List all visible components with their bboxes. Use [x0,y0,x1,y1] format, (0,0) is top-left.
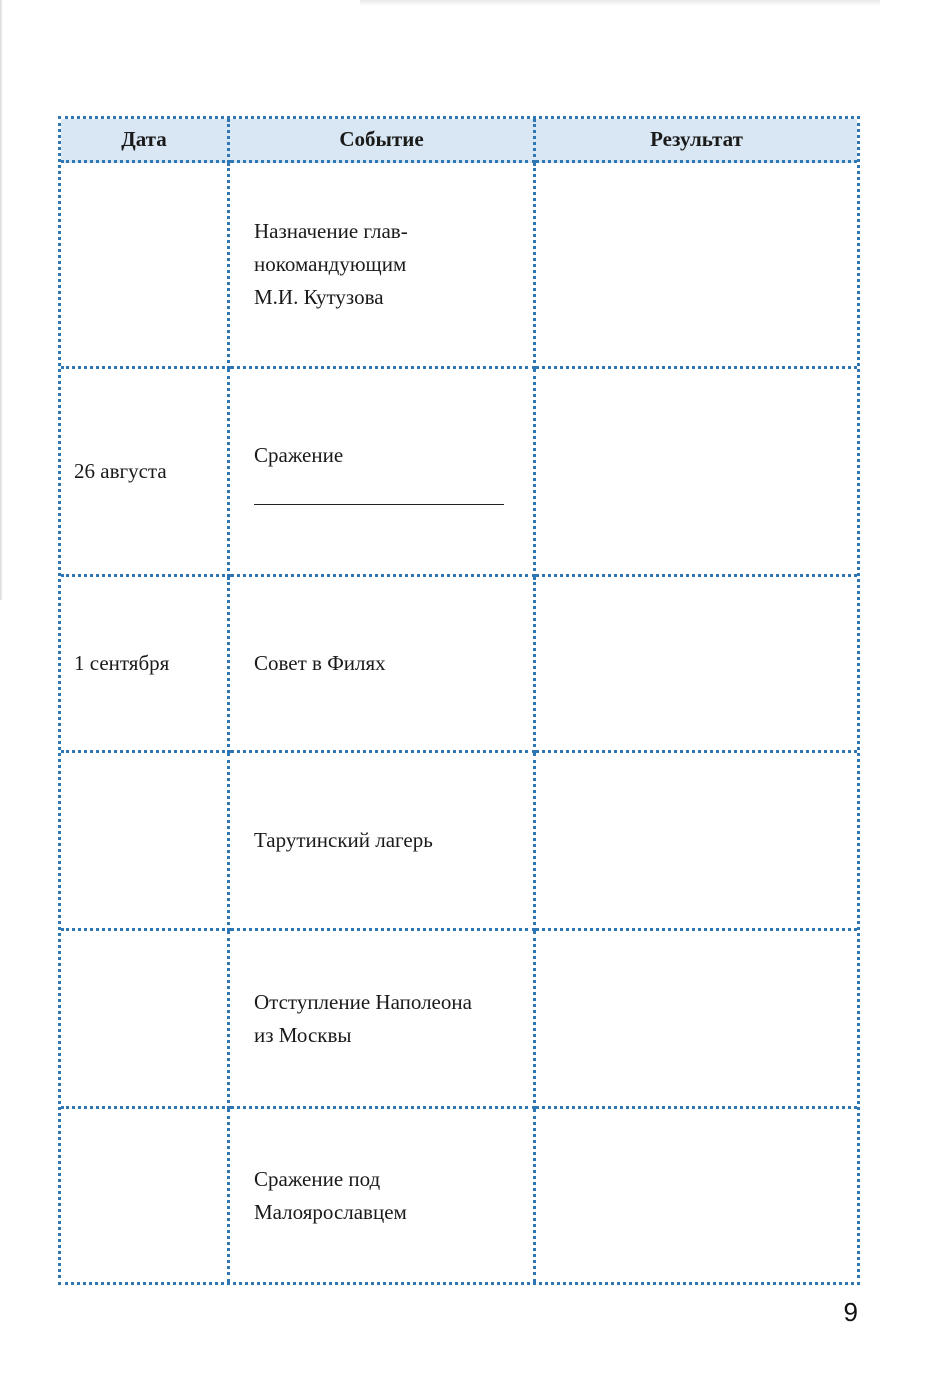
worksheet-table [58,116,860,1285]
header-event: Событие [230,119,536,163]
row-2-result[interactable] [536,369,857,577]
row-4-date[interactable] [61,753,230,931]
event-label: Назначение глав- нокомандующим М.И. Кутузова [254,219,408,309]
header-result: Результат [536,119,857,163]
event-label: Совет в Филях [254,651,386,675]
row-4-event [230,753,536,931]
row-3-event [230,577,536,753]
row-1-date[interactable] [61,163,230,369]
event-label: Отступление Наполеона из Москвы [254,989,472,1047]
row-3-result[interactable] [536,577,857,753]
header-date: Дата [61,119,230,163]
row-1-result[interactable] [536,163,857,369]
fill-in-blank-line[interactable] [254,504,504,505]
row-2-date[interactable]: 26 августа [61,369,230,577]
row-5-event [230,931,536,1109]
page-number: 9 [843,1297,858,1327]
event-label: Тарутинский лагерь [254,828,433,852]
scan-edge [0,0,3,600]
event-label: Сражение [254,442,344,467]
row-5-date[interactable] [61,931,230,1109]
row-3-date[interactable]: 1 сентября [61,577,230,753]
row-4-result[interactable] [536,753,857,931]
row-6-result[interactable] [536,1109,857,1282]
row-6-event [230,1109,536,1282]
row-6-date[interactable] [61,1109,230,1282]
row-2-event [230,369,536,577]
event-label: Сражение под Малоярославцем [254,1166,407,1224]
row-1-event [230,163,536,369]
row-5-result[interactable] [536,931,857,1109]
scan-shadow [360,0,880,6]
